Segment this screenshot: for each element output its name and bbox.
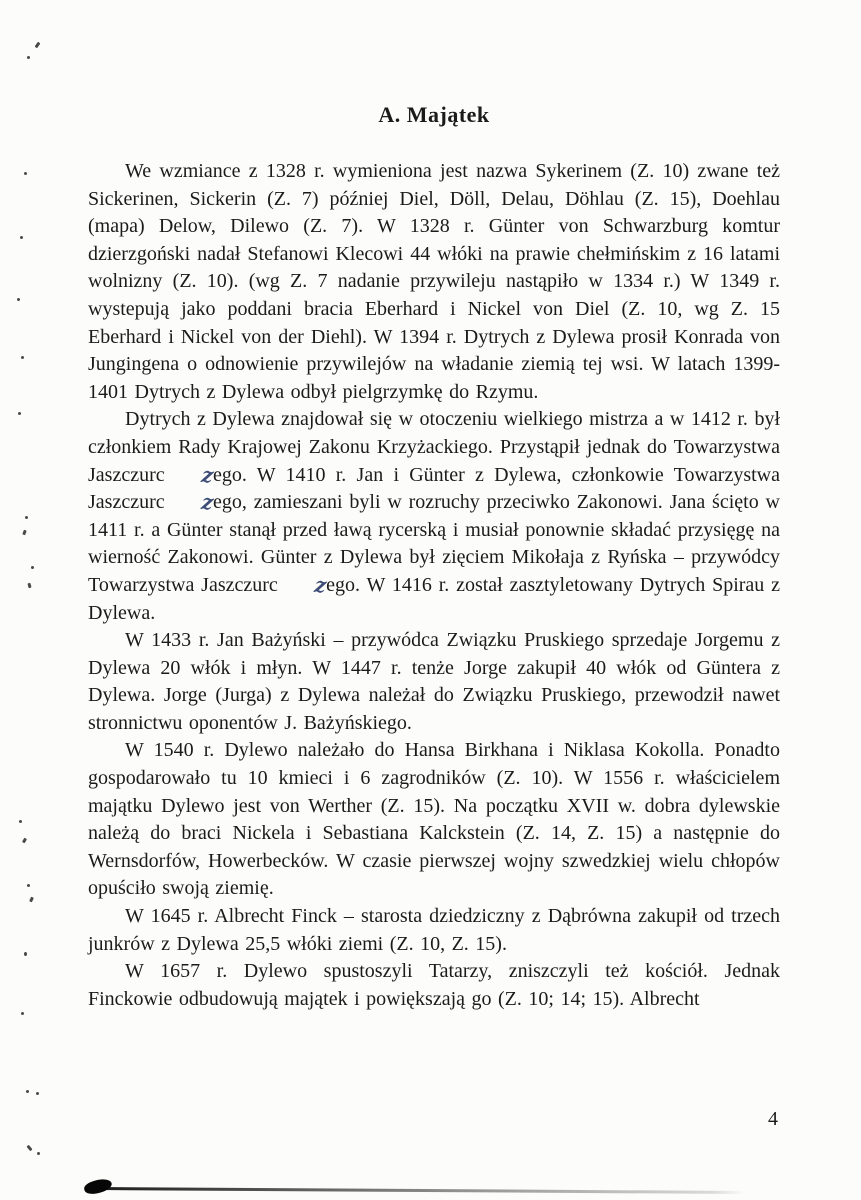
paragraph [88, 406, 780, 627]
scan-speck [21, 356, 24, 359]
scan-speck [22, 530, 27, 536]
section-title: A. Majątek [378, 102, 490, 127]
text-run: W 1645 r. Albrecht Finck – starosta dziedziczny z Dąbrówna zakupił od trzech junkrów z Dylewa 25,5 włóki ziemi (Z. 10, Z. 15). [88, 905, 780, 955]
paragraph [88, 158, 780, 406]
document-body [88, 158, 780, 1013]
scan-speck [21, 1012, 24, 1015]
page-number: 4 [768, 1108, 778, 1130]
scan-speck [24, 172, 27, 175]
paragraph [88, 627, 780, 737]
scan-speck [26, 1145, 32, 1152]
text-run: W 1657 r. Dylewo spustoszyli Tatarzy, zniszczyli też kościół. Jednak Finckowie odbudowują majątek i powiększają go (Z. 10; 14; 15). Albrecht [88, 960, 780, 1010]
scan-speck [26, 1090, 29, 1093]
text-run: ego. W 1416 r. został zasztyletowany Dytrych Spirau z Dylewa. [88, 573, 781, 624]
scan-speck [36, 1092, 39, 1095]
scan-speck [22, 838, 27, 844]
scan-speck [27, 884, 30, 887]
text-run: Dytrych z Dylewa znajdował się w otoczeniu wielkiego mistrza a w 1412 r. był członkiem Rady Krajowej Zakonu Krzyżackiego. Przystąpił jednak do Towarzystwa Jaszczurc [88, 408, 780, 486]
text-block [88, 102, 780, 1013]
scan-speck [17, 298, 20, 301]
scan-speck [19, 820, 22, 823]
scan-speck [18, 412, 21, 415]
handwritten-correction: z [199, 490, 215, 515]
paragraph [88, 737, 780, 903]
scan-speck [29, 897, 34, 903]
scan-speck [27, 56, 30, 59]
paragraph [88, 958, 780, 1013]
scan-edge-shadow [98, 1187, 744, 1194]
scan-speck [37, 1152, 40, 1155]
text-run: ego. W 1410 r. Jan i Günter z Dylewa, członkowie Towarzystwa Jaszczurc [88, 463, 780, 514]
scan-speck [25, 516, 28, 519]
text-run: We wzmiance z 1328 r. wymieniona jest nazwa Sykerinem (Z. 10) zwane też Sickerinen, Sickerin (Z. 7) później Diel, Döll, Delau, Döhlau (Z. 15), Doehlau (mapa) Delow, Dilewo (Z. 7). W 1328 r. Günter von Schwarzburg komtur dzierzgoński nadał Stefanowi Klecowi 44 włóki na prawie chełmińskim z 16 latami wolnizny (Z. 10). (wg Z. 7 nadanie przywileju nastąpiło w 1334 r.) W 1349 r. wystepują jako poddani bracia Eberhard i Nickel von Diel (Z. 10, wg Z. 15 Eberhard i Nickel von der Diehl). W 1394 r. Dytrych z Dylewa prosił Konrada von Jungingena o odnowienie przywilejów na władanie ziemią tej wsi. W latach 1399-1401 Dytrych z Dylewa odbył pielgrzymkę do Rzymu. [88, 160, 780, 403]
scan-speck [20, 236, 23, 239]
scan-speck [27, 583, 31, 589]
scan-speck [24, 952, 27, 956]
scan-speck [31, 566, 34, 569]
handwritten-correction: z [199, 462, 215, 487]
text-run: W 1540 r. Dylewo należało do Hansa Birkhana i Niklasa Kokolla. Ponadto gospodarowało tu 10 kmieci i 6 zagrodników (Z. 10). W 1556 r. właścicielem majątku Dylewo jest von Werther (Z. 15). Na początku XVII w. dobra dylewskie należą do braci Nickela i Sebastiana Kalckstein (Z. 14, Z. 15) a następnie do Wernsdorfów, Howerbecków. W czasie pierwszej wojny szwedzkiej wielu chłopów opuściło swoją ziemię. [88, 739, 780, 900]
scan-speck [35, 42, 41, 49]
handwritten-correction: z [312, 572, 329, 597]
paragraph [88, 903, 780, 958]
text-run: ego, zamieszani byli w rozruchy przeciwko Zakonowi. Jana ścięto w 1411 r. a Günter stanął przed ławą rycerską i musiał ponownie składać przysięgę na wierność Zakonowi. Günter z Dylewa był zięciem Mikołaja z Ryńska – przywódcy Towarzystwa Jaszczurc [88, 491, 780, 596]
text-run: W 1433 r. Jan Bażyński – przywódca Związku Pruskiego sprzedaje Jorgemu z Dylewa 20 włók i młyn. W 1447 r. tenże Jorge zakupił 40 włók od Güntera z Dylewa. Jorge (Jurga) z Dylewa należał do Związku Pruskiego, przewodził nawet stronnictwu oponentów J. Bażyńskiego. [88, 629, 780, 734]
